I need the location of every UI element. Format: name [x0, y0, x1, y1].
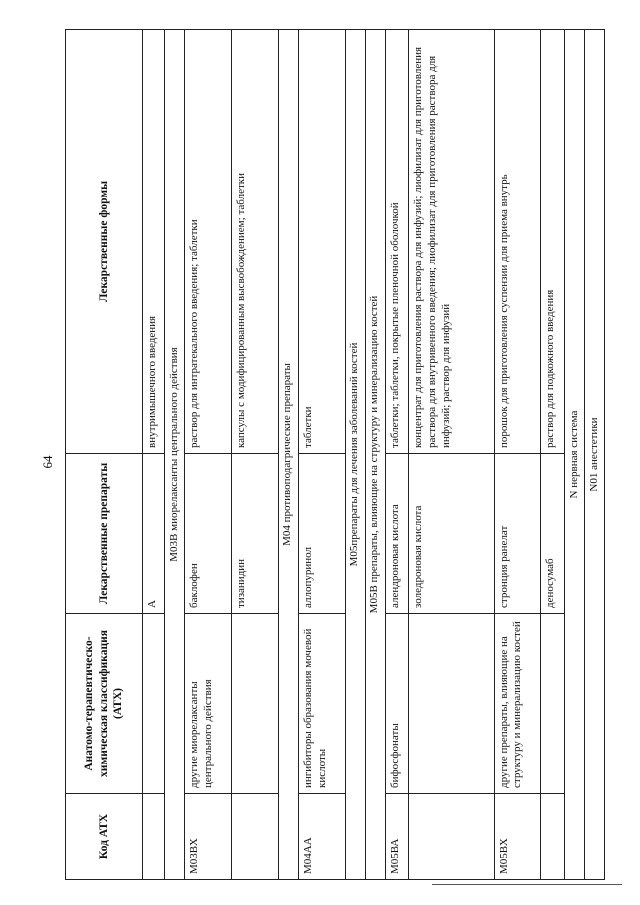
section-heading: N01 анестетики [584, 30, 604, 880]
header-code: Код АТХ [66, 794, 143, 880]
forms-cell: внутримышечного введения [142, 30, 164, 454]
rotated-table-container [65, 30, 605, 880]
class-cell: другие миорелаксанты центрального действия [184, 614, 231, 794]
drug-table [65, 29, 605, 880]
table-cell [409, 614, 494, 794]
section-heading: М04 противоподагрические препараты [278, 30, 298, 880]
table-cell [142, 794, 164, 880]
code-cell: М03ВХ [184, 794, 231, 880]
class-cell: бифосфонаты [385, 614, 408, 794]
forms-cell: таблетки [298, 30, 345, 454]
header-forms: Лекарственные формы [66, 30, 143, 454]
page-number: 64 [40, 455, 55, 469]
forms-cell: концентрат для приготовления раствора для инфузий; лиофилизат для приготовления раствора для внутривенного введения; лиофилизат для приготовления раствора для инфузий; раствор для инфузий [409, 30, 494, 454]
class-cell: другие препараты, влияющие на структуру и минерализацию костей [494, 614, 541, 794]
forms-cell: таблетки; таблетки, покрытые пленочной оболочкой [385, 30, 408, 454]
prep-cell: деносумаб [541, 454, 564, 614]
prep-cell: баклофен [184, 454, 231, 614]
code-cell: М05ВА [385, 794, 408, 880]
section-heading: N нервная система [564, 30, 584, 880]
table-cell [231, 794, 278, 880]
table-cell [231, 614, 278, 794]
table-cell [541, 614, 564, 794]
prep-cell: золедроновая кислота [409, 454, 494, 614]
code-cell: М04АА [298, 794, 345, 880]
forms-cell: раствор для интратекального введения; таблетки [184, 30, 231, 454]
prep-cell: стронция ранелат [494, 454, 541, 614]
code-cell: М05ВХ [494, 794, 541, 880]
prep-cell: тизанидин [231, 454, 278, 614]
prep-cell: А [142, 454, 164, 614]
prep-cell: аллопуринол [298, 454, 345, 614]
footer-rule [432, 884, 622, 885]
forms-cell: раствор для подкожного введения [541, 30, 564, 454]
forms-cell: капсулы с модифицированным высвобождением; таблетки [231, 30, 278, 454]
section-heading: М05препараты для лечения заболеваний костей [345, 30, 365, 880]
table-cell [409, 794, 494, 880]
table-cell [541, 794, 564, 880]
forms-cell: порошок для приготовления суспензии для приема внутрь [494, 30, 541, 454]
class-cell: ингибиторы образования мочевой кислоты [298, 614, 345, 794]
section-heading: М03В миорелаксанты центрального действия [164, 30, 184, 880]
prep-cell: алендроновая кислота [385, 454, 408, 614]
table-cell [142, 614, 164, 794]
section-heading: М05В препараты, влияющие на структуру и минерализацию костей [365, 30, 385, 880]
header-classification: Анатомо-терапевтическо-химическая классификация (АТХ) [66, 614, 143, 794]
header-preparations: Лекарственные препараты [66, 454, 143, 614]
